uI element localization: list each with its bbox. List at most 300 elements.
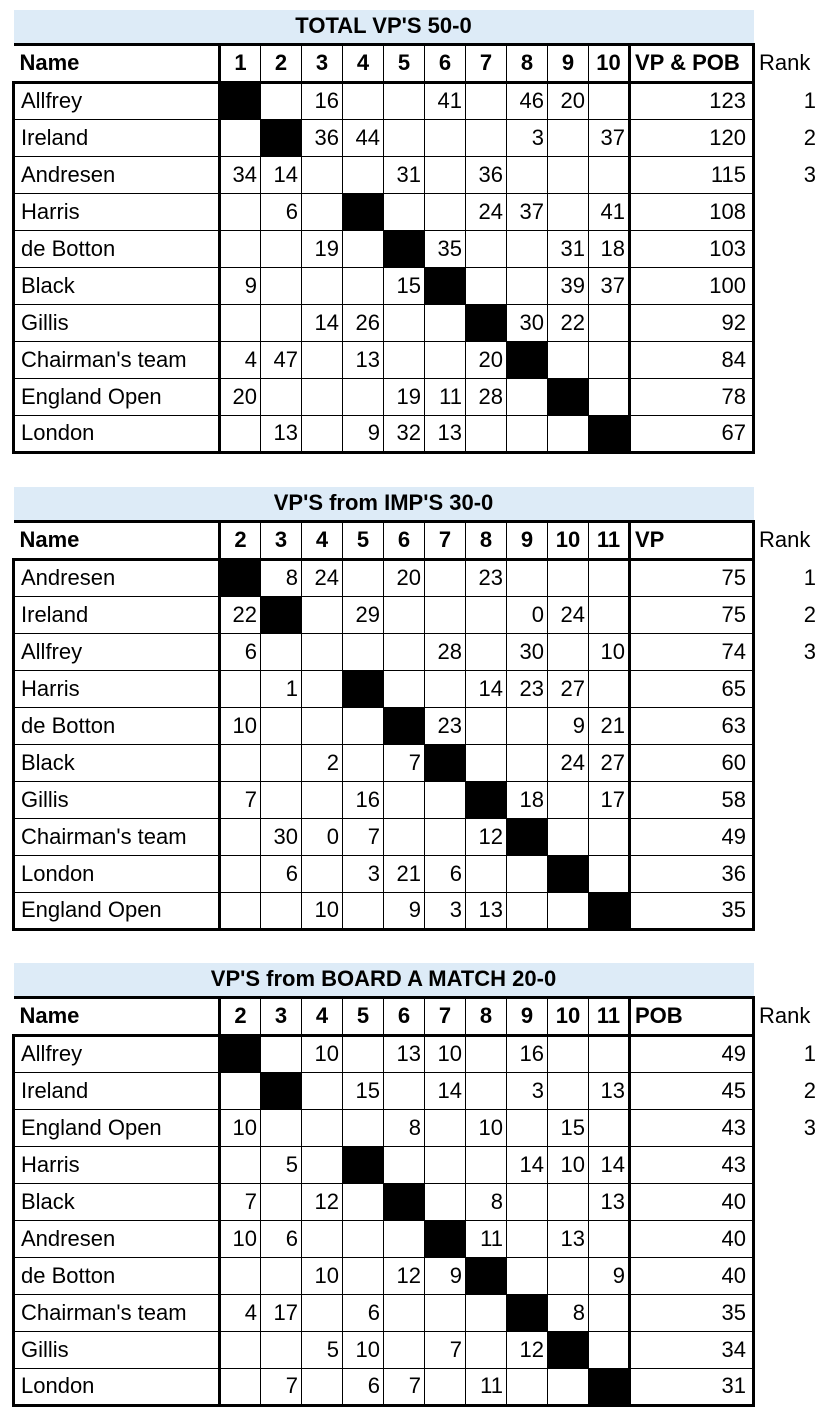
score-cell: 13: [425, 415, 466, 452]
column-header: 4: [302, 997, 343, 1035]
score-cell: 31: [384, 156, 425, 193]
score-cell: [220, 892, 261, 929]
rank-cell: [754, 1183, 824, 1220]
total-cell: 49: [630, 1035, 754, 1072]
score-cell: [425, 304, 466, 341]
score-cell: [589, 855, 630, 892]
score-cell: [261, 230, 302, 267]
score-cell: [507, 378, 548, 415]
score-cell: [589, 1220, 630, 1257]
score-cell: [589, 818, 630, 855]
score-cell: [302, 1368, 343, 1405]
self-match-cell: [220, 559, 261, 596]
column-header: 6: [384, 997, 425, 1035]
table-title: TOTAL VP'S 50-0: [14, 10, 754, 44]
score-cell: 20: [466, 341, 507, 378]
rank-cell: 2: [803, 1077, 816, 1103]
title-spacer: [754, 10, 824, 44]
total-cell: 63: [630, 707, 754, 744]
score-cell: [425, 193, 466, 230]
score-cell: [302, 193, 343, 230]
score-cell: [466, 230, 507, 267]
score-cell: [466, 82, 507, 119]
column-header: 7: [466, 44, 507, 82]
score-cell: 24: [548, 596, 589, 633]
team-name: England Open: [14, 378, 220, 415]
team-name: Andresen: [14, 559, 220, 596]
self-match-cell: [425, 744, 466, 781]
rank-cell: 1: [803, 1040, 816, 1066]
score-cell: 12: [302, 1183, 343, 1220]
total-cell: 103: [630, 230, 754, 267]
score-cell: 11: [466, 1368, 507, 1405]
rank-cell: [754, 670, 824, 707]
score-cell: 10: [589, 633, 630, 670]
score-cell: 15: [384, 267, 425, 304]
score-cell: 44: [343, 119, 384, 156]
score-cell: [507, 230, 548, 267]
score-cell: 13: [548, 1220, 589, 1257]
score-cell: [343, 378, 384, 415]
score-cell: [425, 1294, 466, 1331]
rank-cell: [754, 781, 824, 818]
score-cell: [548, 341, 589, 378]
rank-cell: 2: [803, 601, 816, 627]
team-name: Harris: [14, 670, 220, 707]
rank-cell: [754, 304, 824, 341]
table-row: [14, 230, 824, 267]
column-header: 8: [507, 44, 548, 82]
score-cell: 14: [466, 670, 507, 707]
score-cell: 13: [384, 1035, 425, 1072]
team-name: Ireland: [14, 596, 220, 633]
table-row: [14, 1109, 824, 1146]
team-name: England Open: [14, 1109, 220, 1146]
score-cell: 10: [466, 1109, 507, 1146]
score-cell: [343, 1109, 384, 1146]
score-cell: [589, 1331, 630, 1368]
score-cell: 37: [507, 193, 548, 230]
score-cell: 22: [220, 596, 261, 633]
self-match-cell: [261, 1072, 302, 1109]
total-cell: 120: [630, 119, 754, 156]
score-cell: [589, 378, 630, 415]
score-cell: 36: [302, 119, 343, 156]
score-cell: [220, 1072, 261, 1109]
total-cell: 35: [630, 1294, 754, 1331]
team-name: London: [14, 415, 220, 452]
total-cell: 123: [630, 82, 754, 119]
score-cell: [220, 119, 261, 156]
total-cell: 84: [630, 341, 754, 378]
score-cell: 12: [384, 1257, 425, 1294]
team-name: Ireland: [14, 119, 220, 156]
score-cell: 30: [507, 633, 548, 670]
total-cell: 40: [630, 1220, 754, 1257]
score-cell: [261, 1035, 302, 1072]
score-cell: [548, 415, 589, 452]
table-row: [14, 633, 824, 670]
score-cell: 13: [261, 415, 302, 452]
score-cell: [384, 193, 425, 230]
score-cell: [343, 1220, 384, 1257]
score-cell: [548, 818, 589, 855]
score-cell: [589, 559, 630, 596]
score-cell: [589, 1035, 630, 1072]
score-cell: [384, 82, 425, 119]
score-cell: 3: [507, 1072, 548, 1109]
score-cell: [343, 267, 384, 304]
score-cell: [548, 1072, 589, 1109]
score-cell: 24: [548, 744, 589, 781]
score-cell: 10: [302, 1257, 343, 1294]
score-cell: [507, 744, 548, 781]
total-cell: 31: [630, 1368, 754, 1405]
score-cell: [548, 1368, 589, 1405]
score-cell: [507, 559, 548, 596]
self-match-cell: [343, 1146, 384, 1183]
score-cell: [425, 341, 466, 378]
total-cell: 35: [630, 892, 754, 929]
score-cell: 27: [548, 670, 589, 707]
score-cell: 31: [548, 230, 589, 267]
score-cell: [302, 378, 343, 415]
score-cell: [548, 1035, 589, 1072]
self-match-cell: [343, 670, 384, 707]
score-cell: 23: [466, 559, 507, 596]
table-row: [14, 1257, 824, 1294]
score-cell: [220, 1331, 261, 1368]
score-cell: [425, 670, 466, 707]
score-cell: [302, 156, 343, 193]
column-header: 9: [507, 997, 548, 1035]
total-cell: 74: [630, 633, 754, 670]
total-cell: 36: [630, 855, 754, 892]
score-cell: 8: [384, 1109, 425, 1146]
vp-from-imps-table: [12, 487, 826, 931]
team-name: Allfrey: [14, 1035, 220, 1072]
score-cell: 22: [548, 304, 589, 341]
score-cell: [548, 559, 589, 596]
score-cell: [425, 1368, 466, 1405]
score-cell: 13: [466, 892, 507, 929]
total-header: POB: [630, 997, 754, 1035]
total-cell: 34: [630, 1331, 754, 1368]
score-cell: [220, 230, 261, 267]
self-match-cell: [589, 415, 630, 452]
score-cell: [302, 1072, 343, 1109]
table-row: [14, 744, 824, 781]
column-header: 5: [384, 44, 425, 82]
score-cell: [466, 1331, 507, 1368]
team-name: Black: [14, 1183, 220, 1220]
score-cell: [343, 156, 384, 193]
score-cell: [507, 1257, 548, 1294]
score-cell: 15: [548, 1109, 589, 1146]
score-cell: 7: [384, 1368, 425, 1405]
rank-cell: [754, 1146, 824, 1183]
score-cell: 13: [589, 1183, 630, 1220]
score-cell: 21: [384, 855, 425, 892]
rank-cell: [754, 378, 824, 415]
score-cell: 8: [261, 559, 302, 596]
score-cell: 27: [589, 744, 630, 781]
rank-cell: 1: [803, 564, 816, 590]
score-cell: [548, 156, 589, 193]
score-cell: [425, 818, 466, 855]
score-cell: 36: [466, 156, 507, 193]
column-header: 10: [548, 521, 589, 559]
table-row: [14, 304, 824, 341]
table-row: [14, 415, 824, 452]
score-cell: 20: [220, 378, 261, 415]
score-cell: [589, 156, 630, 193]
table-row: [14, 818, 824, 855]
column-header: 10: [589, 44, 630, 82]
score-cell: 7: [220, 1183, 261, 1220]
score-cell: [343, 559, 384, 596]
column-header: 10: [548, 997, 589, 1035]
column-header: 3: [261, 997, 302, 1035]
score-cell: 14: [425, 1072, 466, 1109]
table-row: [14, 781, 824, 818]
table-row: [14, 1072, 824, 1109]
column-header: 4: [343, 44, 384, 82]
score-cell: 10: [548, 1146, 589, 1183]
score-cell: [302, 855, 343, 892]
self-match-cell: [589, 892, 630, 929]
score-cell: 11: [425, 378, 466, 415]
score-cell: 10: [220, 1220, 261, 1257]
self-match-cell: [507, 1294, 548, 1331]
standings-grid: [12, 963, 825, 1407]
table-row: [14, 596, 824, 633]
score-cell: [589, 304, 630, 341]
score-cell: [302, 1146, 343, 1183]
rank-header: Rank: [759, 1003, 811, 1028]
score-cell: 14: [589, 1146, 630, 1183]
score-cell: [302, 633, 343, 670]
score-cell: [384, 818, 425, 855]
score-cell: [425, 781, 466, 818]
score-cell: 16: [507, 1035, 548, 1072]
rank-cell: [754, 1368, 824, 1405]
score-cell: 46: [507, 82, 548, 119]
score-cell: [261, 707, 302, 744]
score-cell: 11: [466, 1220, 507, 1257]
column-header: 7: [425, 521, 466, 559]
score-cell: 23: [425, 707, 466, 744]
score-cell: [261, 744, 302, 781]
total-cell: 43: [630, 1109, 754, 1146]
column-header: 2: [220, 997, 261, 1035]
team-name: Black: [14, 267, 220, 304]
column-header: 2: [261, 44, 302, 82]
score-cell: [343, 707, 384, 744]
rank-cell: [754, 818, 824, 855]
score-cell: 3: [425, 892, 466, 929]
table-row: [14, 1294, 824, 1331]
score-cell: [261, 267, 302, 304]
score-cell: [425, 156, 466, 193]
table-title: VP'S from IMP'S 30-0: [14, 487, 754, 521]
score-cell: 7: [384, 744, 425, 781]
score-cell: 17: [589, 781, 630, 818]
column-header: 1: [220, 44, 261, 82]
score-cell: [507, 707, 548, 744]
column-header: 11: [589, 997, 630, 1035]
score-cell: [384, 1294, 425, 1331]
rank-cell: 1: [803, 87, 816, 113]
score-cell: 12: [507, 1331, 548, 1368]
vp-from-board-a-match-table: [12, 963, 826, 1407]
score-cell: [302, 267, 343, 304]
rank-cell: [754, 707, 824, 744]
score-cell: 6: [261, 855, 302, 892]
rank-cell: 3: [803, 1114, 816, 1140]
column-header: 7: [425, 997, 466, 1035]
column-header: 2: [220, 521, 261, 559]
score-cell: [261, 1183, 302, 1220]
score-cell: 16: [302, 82, 343, 119]
self-match-cell: [343, 193, 384, 230]
score-cell: 37: [589, 267, 630, 304]
score-cell: 19: [302, 230, 343, 267]
team-name: Ireland: [14, 1072, 220, 1109]
score-cell: [302, 707, 343, 744]
total-cell: 45: [630, 1072, 754, 1109]
score-cell: 12: [466, 818, 507, 855]
score-cell: 7: [425, 1331, 466, 1368]
score-cell: [466, 855, 507, 892]
total-cell: 115: [630, 156, 754, 193]
column-header: 3: [302, 44, 343, 82]
score-cell: [343, 1035, 384, 1072]
score-cell: [507, 892, 548, 929]
team-name: London: [14, 855, 220, 892]
score-cell: 37: [589, 119, 630, 156]
total-cell: 108: [630, 193, 754, 230]
score-cell: [466, 707, 507, 744]
self-match-cell: [548, 378, 589, 415]
score-cell: 13: [589, 1072, 630, 1109]
table-row: [14, 193, 824, 230]
score-cell: [343, 1257, 384, 1294]
title-spacer: [754, 963, 824, 997]
score-cell: 29: [343, 596, 384, 633]
score-cell: 9: [548, 707, 589, 744]
score-cell: 17: [261, 1294, 302, 1331]
team-name: Allfrey: [14, 633, 220, 670]
self-match-cell: [548, 1331, 589, 1368]
score-cell: [466, 119, 507, 156]
rank-cell: [754, 341, 824, 378]
score-cell: 28: [425, 633, 466, 670]
team-name: de Botton: [14, 230, 220, 267]
score-cell: [507, 1183, 548, 1220]
score-cell: 5: [261, 1146, 302, 1183]
score-cell: [384, 1072, 425, 1109]
score-cell: [220, 670, 261, 707]
total-cell: 40: [630, 1257, 754, 1294]
score-cell: [343, 1183, 384, 1220]
score-cell: 21: [589, 707, 630, 744]
table-row: [14, 670, 824, 707]
self-match-cell: [589, 1368, 630, 1405]
team-name: Chairman's team: [14, 818, 220, 855]
score-cell: 10: [425, 1035, 466, 1072]
total-cell: 58: [630, 781, 754, 818]
table-row: [14, 1331, 824, 1368]
table-title: VP'S from BOARD A MATCH 20-0: [14, 963, 754, 997]
score-cell: 14: [507, 1146, 548, 1183]
score-cell: [507, 267, 548, 304]
score-cell: [548, 1183, 589, 1220]
team-name: de Botton: [14, 707, 220, 744]
score-cell: 47: [261, 341, 302, 378]
score-cell: [261, 633, 302, 670]
score-cell: 30: [261, 818, 302, 855]
score-cell: [302, 781, 343, 818]
self-match-cell: [466, 781, 507, 818]
score-cell: 6: [261, 1220, 302, 1257]
score-cell: [548, 119, 589, 156]
team-name: Chairman's team: [14, 1294, 220, 1331]
table-row: [14, 267, 824, 304]
column-header: 6: [425, 44, 466, 82]
column-header: 4: [302, 521, 343, 559]
score-cell: [261, 378, 302, 415]
team-name: Black: [14, 744, 220, 781]
score-cell: [220, 1257, 261, 1294]
score-cell: [302, 670, 343, 707]
table-row: [14, 1035, 824, 1072]
team-name: Chairman's team: [14, 341, 220, 378]
score-cell: [343, 744, 384, 781]
score-cell: [466, 1035, 507, 1072]
score-cell: [302, 341, 343, 378]
score-cell: [466, 744, 507, 781]
self-match-cell: [466, 1257, 507, 1294]
name-header: Name: [14, 997, 220, 1035]
score-cell: [384, 341, 425, 378]
score-cell: 7: [220, 781, 261, 818]
self-match-cell: [425, 1220, 466, 1257]
score-cell: 6: [343, 1294, 384, 1331]
score-cell: [220, 193, 261, 230]
score-cell: [343, 82, 384, 119]
score-cell: 9: [384, 892, 425, 929]
score-cell: 9: [343, 415, 384, 452]
score-cell: [466, 1072, 507, 1109]
column-header: 9: [548, 44, 589, 82]
score-cell: [302, 415, 343, 452]
rank-header: Rank: [759, 527, 811, 552]
rank-cell: [754, 415, 824, 452]
table-row: [14, 378, 824, 415]
score-cell: 14: [302, 304, 343, 341]
column-header: 5: [343, 521, 384, 559]
score-cell: 10: [302, 892, 343, 929]
self-match-cell: [548, 855, 589, 892]
team-name: Allfrey: [14, 82, 220, 119]
score-cell: 9: [589, 1257, 630, 1294]
score-cell: 18: [589, 230, 630, 267]
table-row: [14, 855, 824, 892]
score-cell: [261, 1257, 302, 1294]
column-header: 11: [589, 521, 630, 559]
table-row: [14, 119, 824, 156]
